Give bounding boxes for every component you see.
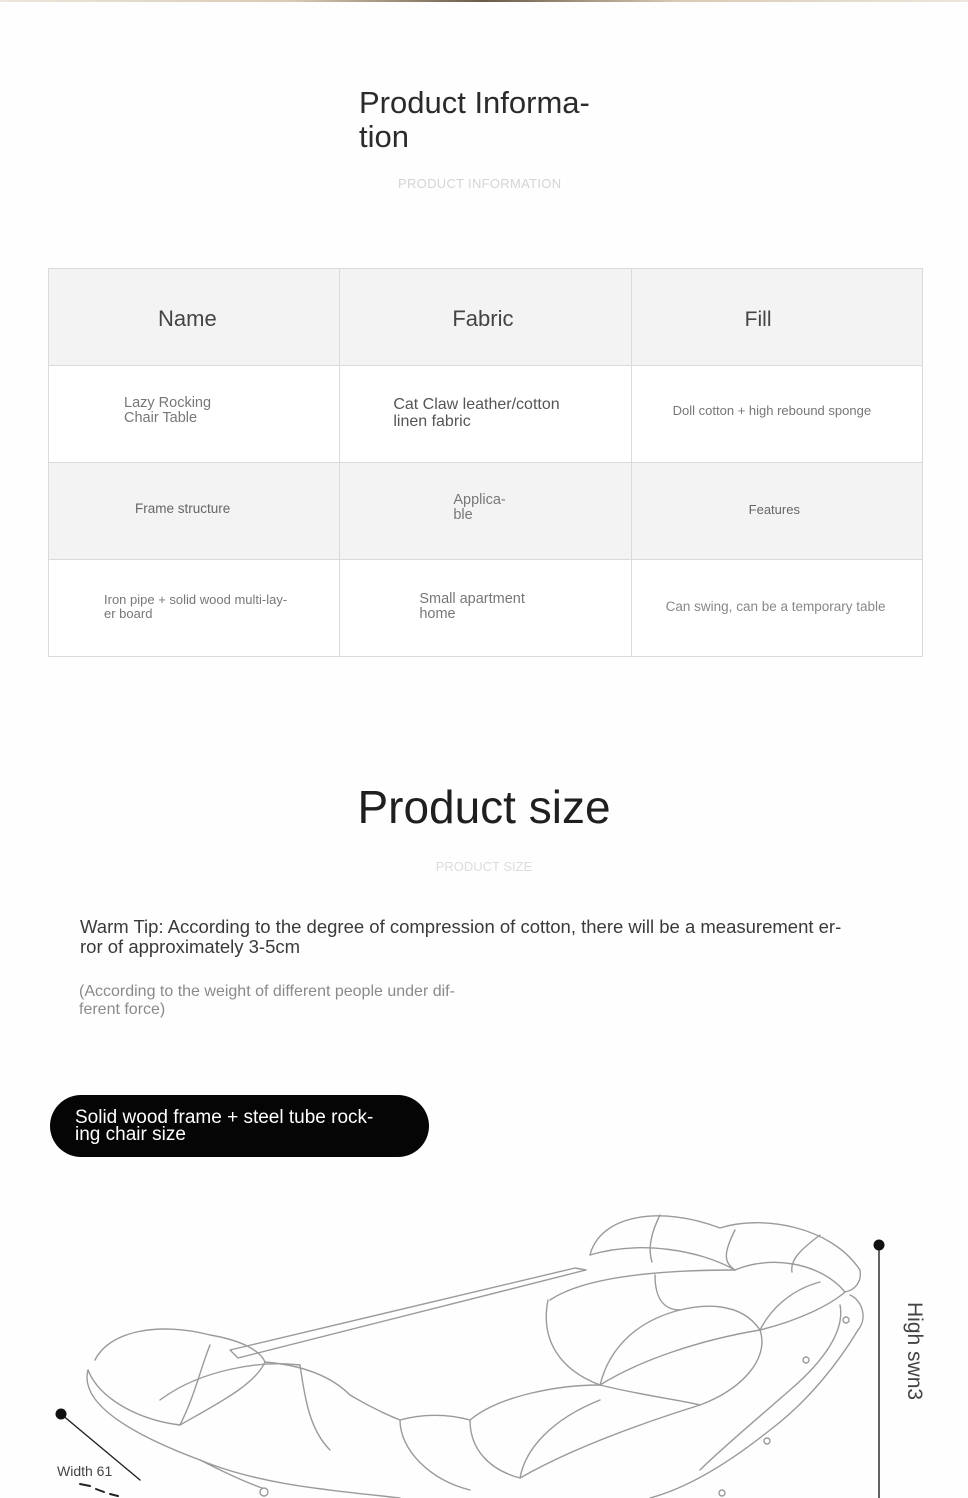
table-cell bbox=[340, 463, 631, 560]
table-cell bbox=[340, 560, 631, 657]
weight-note-text: (According to the weight of different people under dif- ferent force) bbox=[79, 983, 455, 1018]
product-information-subtitle: PRODUCT INFORMATION bbox=[398, 176, 562, 191]
header-fabric: Fabric bbox=[452, 306, 514, 331]
product-size-title: Product size bbox=[357, 781, 611, 833]
table-cell bbox=[631, 269, 922, 366]
size-label-pill bbox=[50, 1095, 429, 1157]
warm-tip-text: Warm Tip: According to the degree of compression of cotton, there will be a measurement er- ror of approximately 3-5cm bbox=[80, 916, 842, 957]
height-dimension-label: High swn3 bbox=[903, 1302, 926, 1401]
table-cell bbox=[631, 560, 922, 657]
table-row bbox=[49, 560, 923, 657]
value-features: Can swing, can be a temporary table bbox=[665, 599, 886, 614]
table-row bbox=[49, 463, 923, 560]
header-frame-structure: Frame structure bbox=[135, 501, 231, 516]
header-applicable: Applica- ble bbox=[453, 492, 506, 524]
size-label-text: Solid wood frame + steel tube rock- ing chair size bbox=[75, 1107, 374, 1145]
table-cell bbox=[631, 366, 922, 463]
value-fabric: Cat Claw leather/cotton linen fabric bbox=[393, 396, 560, 430]
value-applicable: Small apartment home bbox=[419, 591, 525, 623]
header-features: Features bbox=[748, 502, 800, 517]
product-size-subtitle: PRODUCT SIZE bbox=[435, 859, 533, 874]
value-name: Lazy Rocking Chair Table bbox=[124, 395, 212, 427]
product-information-title: Product Informa- tion bbox=[359, 85, 590, 154]
table-cell bbox=[340, 366, 631, 463]
table-cell bbox=[49, 560, 340, 657]
value-frame-structure: Iron pipe + solid wood multi-lay- er board bbox=[104, 592, 288, 621]
table-cell bbox=[49, 269, 340, 366]
rocking-chair-line-drawing bbox=[0, 1180, 968, 1498]
table-cell bbox=[49, 463, 340, 560]
header-name: Name bbox=[158, 306, 217, 331]
header-fill: Fill bbox=[744, 308, 772, 331]
table-cell bbox=[340, 269, 631, 366]
value-fill: Doll cotton + high rebound sponge bbox=[672, 403, 872, 418]
table-cell bbox=[49, 366, 340, 463]
table-row bbox=[49, 269, 923, 366]
table-cell bbox=[631, 463, 922, 560]
width-dimension-label: Width 61 bbox=[57, 1463, 113, 1479]
top-decorative-bar bbox=[0, 0, 968, 2]
product-info-table bbox=[48, 268, 923, 657]
table-row bbox=[49, 366, 923, 463]
